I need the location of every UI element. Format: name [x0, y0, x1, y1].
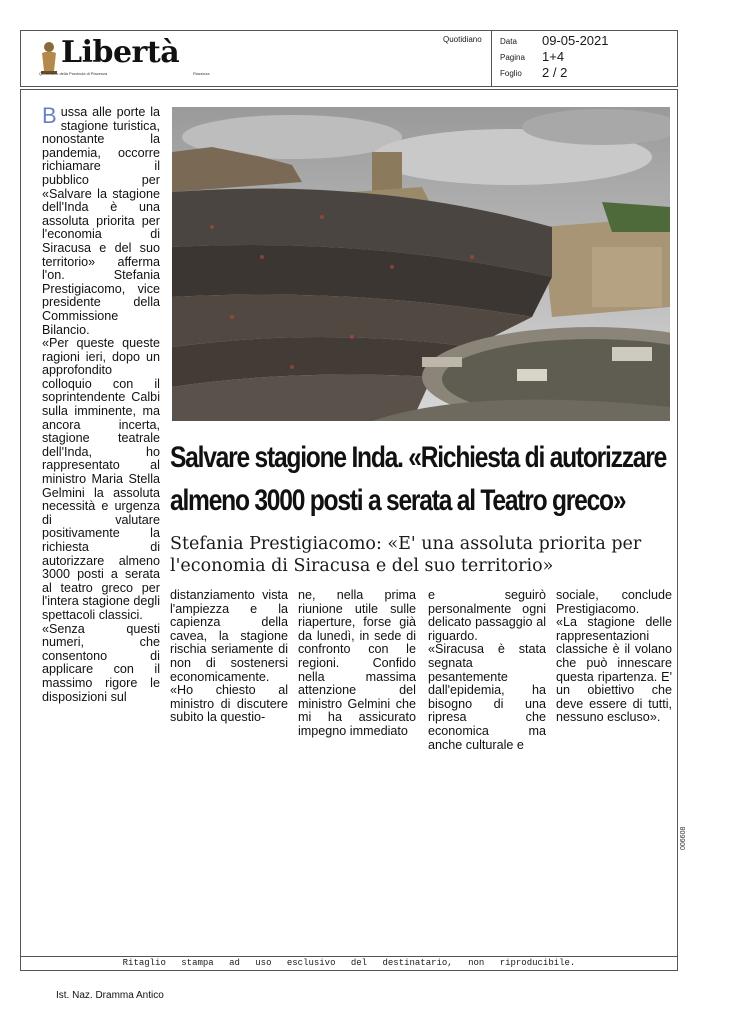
headline	[170, 436, 667, 522]
article-column-3	[298, 589, 416, 739]
paragraph: «Siracusa è stata segnata pesantemente dall'epidemia, ha bisogno di una ripresa che economica ma anche culturale e	[428, 642, 546, 752]
paragraph: sociale, conclude Prestigiacomo.	[556, 588, 672, 616]
paragraph: «Senza questi numeri, che consentono di applicare con il massimo rigore le disposizioni sul	[42, 621, 160, 704]
logo-subtitle: Quotidiano della Provincia di Piacenza	[39, 71, 108, 76]
statue-icon	[37, 41, 61, 75]
date-value: 09-05-2021	[542, 33, 609, 48]
subheadline: Stefania Prestigiacomo: «E' una assoluta priorita per l'economia di Siracusa e del suo territorio»	[170, 534, 642, 576]
theatre-photo	[172, 107, 670, 421]
logo-area	[21, 31, 491, 86]
article-column-2	[170, 589, 288, 725]
client-name: Ist. Naz. Dramma Antico	[56, 990, 164, 1001]
date-label: Data	[500, 37, 517, 46]
copyright-stamp: Ritaglio stampa ad uso esclusivo del destinatario, non riproducibile.	[20, 957, 678, 971]
headline-line-1: Salvare stagione Inda. «Richiesta di autorizzare	[170, 441, 667, 474]
paragraph: «Ho chiesto al ministro di discutere subito la questio-	[170, 683, 288, 725]
page-label: Pagina	[500, 53, 525, 62]
drop-cap: B	[42, 103, 57, 128]
newspaper-logo: Libertà	[61, 35, 180, 70]
article-column-5	[556, 589, 672, 725]
masthead-box	[20, 30, 678, 87]
paragraph: «Per queste queste ragioni ieri, dopo un approfondito colloquio con il soprintendente Calbi sulla imminente, ma ancora incerta, stagione teatrale dell'Inda, ho rappresentato al ministro Maria Stella Gelmini la assoluta necessità e urgenza di valutare positivamente la richiesta di autorizzare almeno 3000 posti a serata al teatro greco per l'intera stagione degli spettacoli classici.	[42, 336, 160, 622]
logo-city: Piacenza	[193, 71, 210, 76]
paragraph: ne, nella prima riunione utile sulle riaperture, forse già da lunedì, in sede di confronto con le regioni. Confido nella massima attenzione del ministro Gelmini che mi ha assicurato impegno immediato	[298, 588, 416, 738]
headline-line-2: almeno 3000 posti a serata al Teatro greco»	[170, 484, 626, 517]
sheet-label: Foglio	[500, 69, 522, 78]
paragraph: «La stagione delle rappresentazioni classiche è il volano che può innescare questa ripartenza. E' un obiettivo che deve essere di tutti, nessuno escluso».	[556, 615, 672, 725]
article-column-4	[428, 589, 546, 752]
paragraph: ussa alle porte la stagione turistica, nonostante la pandemia, occorre richiamare il pubblico per «Salvare la stagione dell'Inda è una assoluta priorita per l'economia di Siracusa e del suo territorio» afferma l'on. Stefania Prestigiacomo, vice presidente della Commissione Bilancio.	[42, 105, 160, 337]
sheet-value: 2 / 2	[542, 65, 568, 80]
publication-kind: Quotidiano	[443, 35, 482, 44]
paragraph: distanziamento vista l'ampiezza e la capienza della cavea, la stagione rischia seriamente di non di sostenersi economicamente.	[170, 588, 288, 684]
publication-meta	[491, 31, 678, 86]
clipping-code: 006608	[680, 826, 687, 850]
paragraph: e seguirò personalmente ogni delicato passaggio al riguardo.	[428, 588, 546, 643]
article-column-1	[42, 103, 160, 704]
page-value: 1+4	[542, 49, 565, 64]
